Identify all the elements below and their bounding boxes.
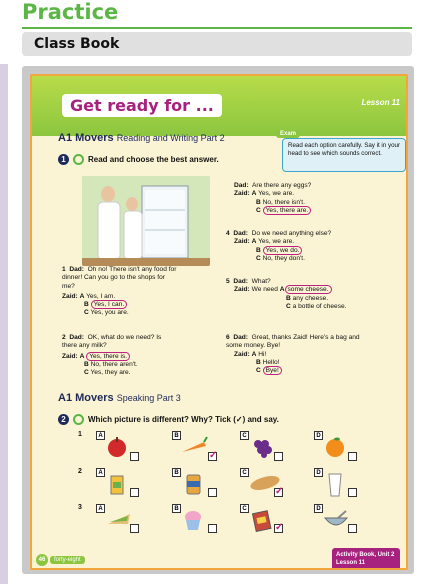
book-scan	[22, 66, 414, 574]
row3-tick-a[interactable]	[130, 524, 139, 533]
row1-option-b: B	[172, 431, 181, 440]
q6-dad-label: Dad:	[233, 334, 248, 341]
q5-dad-line: What?	[251, 278, 271, 285]
q6-option-a[interactable]: Hi!	[258, 350, 267, 358]
part2-heading	[58, 392, 181, 404]
row1-tick-b[interactable]	[208, 452, 217, 461]
row1-option-d: D	[314, 431, 323, 440]
row3-tick-c[interactable]	[274, 524, 283, 533]
exercise-1-instruction: Read and choose the best answer.	[88, 155, 219, 164]
banner-title: Get ready for ...	[62, 94, 222, 117]
orange-icon	[324, 436, 346, 458]
tick-mark-icon: ✓	[209, 450, 218, 461]
row-1-number: 1	[78, 431, 82, 438]
q2-dad-label: Dad:	[69, 334, 84, 341]
question-3: Dad: Are there any eggs? Zaid: A Yes, we are. B No, there isn't. C Yes, there are.	[234, 182, 312, 214]
q2-option-a[interactable]: Yes, there is.	[86, 352, 130, 361]
q1-option-b[interactable]: Yes, I can.	[91, 300, 128, 309]
q6-dad-line: Great, thanks Zaid! Here's a bag and some money. Bye!	[226, 334, 360, 350]
q2-zaid-label: Zaid:	[62, 352, 78, 360]
part1-heading-text: A1 Movers	[58, 132, 114, 144]
q3-zaid-label: Zaid:	[234, 190, 250, 198]
row3-option-d: D	[314, 504, 323, 513]
apple-icon	[106, 436, 128, 458]
exercise-1-number: 1	[58, 154, 69, 165]
row2-tick-c[interactable]	[274, 488, 283, 497]
q1-option-c[interactable]: Yes, you are.	[90, 309, 129, 317]
lesson-label: Lesson 11	[361, 98, 400, 107]
section-label: Class Book	[34, 36, 120, 52]
q6-option-c[interactable]: Bye!	[263, 366, 282, 375]
tick-mark-icon: ✓	[275, 486, 284, 497]
q2-option-c[interactable]: Yes, they are.	[90, 369, 131, 377]
question-6: 6 Dad: Great, thanks Zaid! Here's a bag and some money. Bye! Zaid: A Hi! B Hello! C Bye!	[226, 334, 360, 375]
listen-icon	[73, 154, 84, 165]
row-3-number: 3	[78, 504, 82, 511]
part2-subheading: Speaking Part 3	[116, 393, 181, 403]
row1-tick-c[interactable]	[274, 452, 283, 461]
row1-option-c: C	[240, 431, 249, 440]
row-2-number: 2	[78, 468, 82, 475]
snack-packet-icon	[250, 508, 274, 532]
part2-heading-text: A1 Movers	[58, 392, 114, 404]
page-title: Practice	[22, 0, 119, 24]
q4-zaid-label: Zaid:	[234, 238, 250, 246]
exercise-2-instruction: Which picture is different? Why? Tick (✓) and say.	[88, 415, 279, 424]
q1-zaid-label: Zaid:	[62, 292, 78, 300]
q2-dad-line: OK, what do we need? Is there any milk?	[62, 334, 162, 350]
q3-dad-line: Are there any eggs?	[251, 182, 312, 189]
ref-line-1: Activity Book, Unit 2	[336, 552, 395, 558]
row3-tick-b[interactable]	[208, 524, 217, 533]
row2-option-b: B	[172, 468, 181, 477]
q4-dad-line: Do we need anything else?	[251, 230, 332, 237]
q3-option-b[interactable]: No, there isn't.	[262, 198, 305, 206]
question-5: 5 Dad: What? Zaid: We need A some cheese. B any cheese. C a bottle of cheese.	[226, 278, 347, 310]
q4-number: 4	[226, 230, 230, 237]
carrot-icon	[180, 436, 208, 456]
kitchen-illustration	[82, 176, 210, 266]
q6-number: 6	[226, 334, 230, 341]
row2-tick-b[interactable]	[208, 488, 217, 497]
q5-number: 5	[226, 278, 230, 285]
q2-number: 2	[62, 334, 66, 341]
q4-option-b[interactable]: Yes, we do.	[263, 246, 303, 255]
juice-carton-icon	[108, 472, 128, 496]
page-number-words: forty-eight	[50, 556, 85, 564]
row2-tick-a[interactable]	[130, 488, 139, 497]
bowl-icon	[322, 510, 350, 530]
page-number: 46	[36, 554, 48, 566]
row3-option-c: C	[240, 504, 249, 513]
exam-tag: Exam	[276, 130, 300, 138]
row3-tick-d[interactable]	[348, 524, 357, 533]
left-stripe	[0, 64, 8, 584]
q1-dad-line: Oh no! There isn't any food for dinner! Can you go to the shops for me?	[62, 266, 177, 290]
q2-option-b[interactable]: No, there aren't.	[90, 360, 138, 368]
q4-option-c[interactable]: No, they don't.	[262, 254, 305, 262]
cupcake-icon	[182, 508, 204, 532]
row1-option-a: A	[96, 431, 105, 440]
q4-option-a[interactable]: Yes, we are.	[258, 238, 295, 246]
tick-mark-icon: ✓	[275, 522, 284, 533]
row2-option-d: D	[314, 468, 323, 477]
q5-option-b[interactable]: any cheese.	[292, 294, 329, 302]
q5-prefix: We need	[251, 286, 278, 294]
q4-dad-label: Dad:	[233, 230, 248, 237]
exam-tip: Read each option carefully. Say it in your head to see which sounds correct.	[282, 138, 406, 172]
fridge-scene-icon	[82, 176, 210, 266]
grapes-icon	[250, 436, 274, 458]
row3-option-b: B	[172, 504, 181, 513]
part1-heading	[58, 132, 225, 144]
activity-book-ref	[332, 548, 400, 570]
q3-option-c[interactable]: Yes, there are.	[263, 206, 312, 215]
q5-option-a[interactable]: some cheese.	[285, 285, 332, 294]
q3-option-a[interactable]: Yes, we are.	[258, 190, 295, 198]
question-1: 1 Dad: Oh no! There isn't any food for dinner! Can you go to the shops for me? Zaid: A Yes, I am. B Yes, I can. C Yes, you are.	[62, 266, 177, 317]
banner	[32, 76, 408, 136]
q5-dad-label: Dad:	[233, 278, 248, 285]
textbook-page	[30, 74, 408, 570]
part1-subheading: Reading and Writing Part 2	[116, 133, 225, 143]
q1-option-a[interactable]: Yes, I am.	[86, 292, 116, 300]
exercise-2-number: 2	[58, 414, 69, 425]
question-2: 2 Dad: OK, what do we need? Is there any milk? Zaid: A Yes, there is. B No, there aren't. C Yes, they are.	[62, 334, 162, 377]
q1-number: 1	[62, 266, 66, 273]
row2-option-c: C	[240, 468, 249, 477]
q6-zaid-label: Zaid:	[234, 350, 250, 358]
title-divider	[22, 27, 412, 29]
row1-tick-a[interactable]	[130, 452, 139, 461]
can-icon	[184, 472, 204, 496]
row1-tick-d[interactable]	[348, 452, 357, 461]
ref-line-2: Lesson 11	[336, 560, 366, 566]
section-bar	[22, 32, 412, 56]
question-4: 4 Dad: Do we need anything else? Zaid: A Yes, we are. B Yes, we do. C No, they don't.	[226, 230, 332, 262]
sandwich-icon	[106, 510, 132, 528]
listen-icon-2	[73, 414, 84, 425]
q1-dad-label: Dad:	[69, 266, 84, 273]
q6-option-b[interactable]: Hello!	[262, 358, 280, 366]
milk-glass-icon	[326, 472, 344, 498]
row2-option-a: A	[96, 468, 105, 477]
q5-option-c[interactable]: a bottle of cheese.	[292, 302, 347, 310]
q5-zaid-label: Zaid:	[234, 286, 250, 294]
row3-option-a: A	[96, 504, 105, 513]
q3-dad-label: Dad:	[234, 182, 249, 189]
row2-tick-d[interactable]	[348, 488, 357, 497]
